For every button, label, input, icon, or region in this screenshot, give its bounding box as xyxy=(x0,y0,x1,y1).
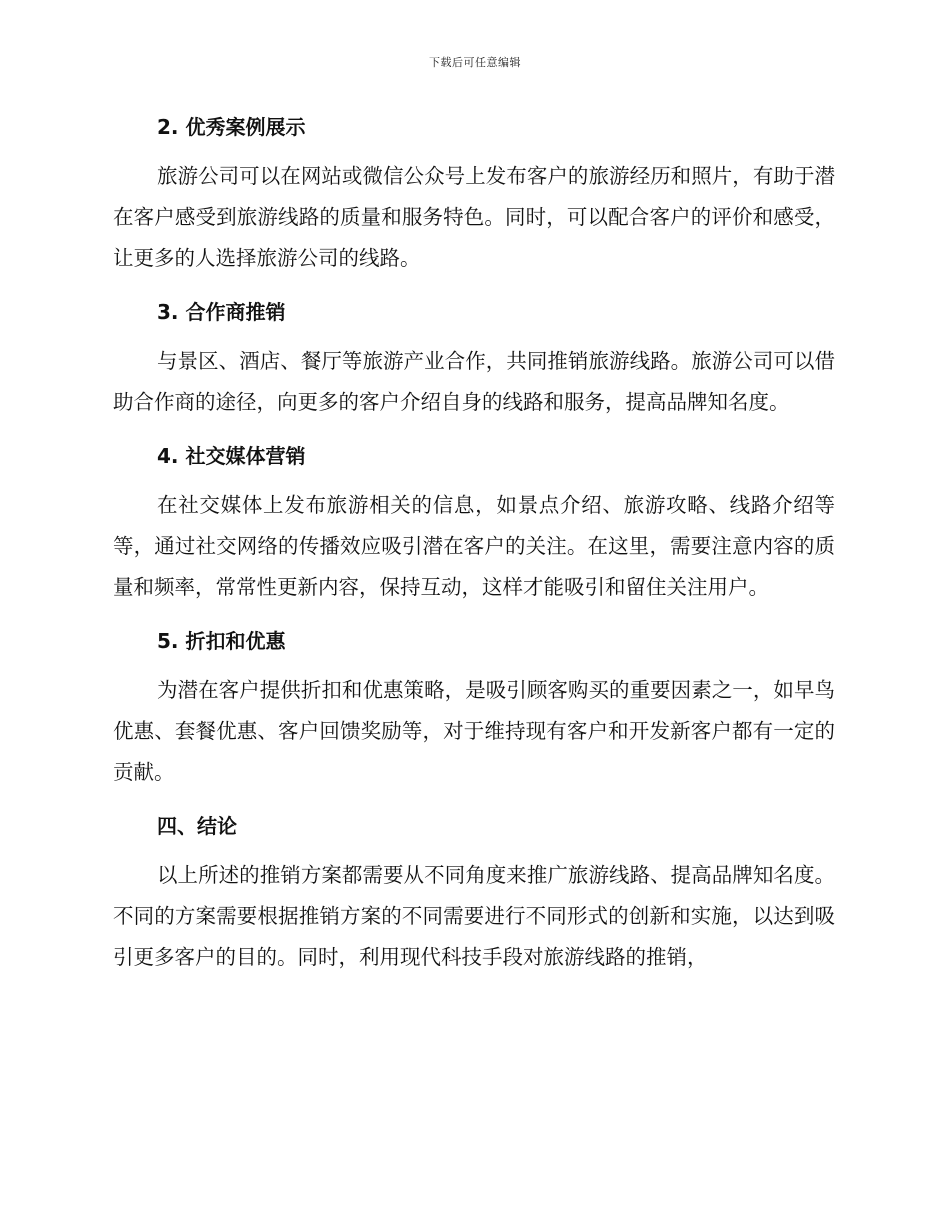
section-body-conclusion: 以上所述的推销方案都需要从不同角度来推广旅游线路、提高品牌知名度。不同的方案需要根据推销方案的不同需要进行不同形式的创新和实施，以达到吸引更多客户的目的。同时，利用现代科技手段对旅游线路的推销， xyxy=(113,863,835,969)
section-heading-partners: 3. 合作商推销 xyxy=(157,300,286,324)
section-heading-conclusion: 四、结论 xyxy=(157,814,237,838)
section-heading-showcase: 2. 优秀案例展示 xyxy=(157,115,306,139)
section-heading-discounts: 5. 折扣和优惠 xyxy=(157,629,286,653)
header-note: 下载后可任意编辑 xyxy=(429,56,521,69)
section-body-showcase: 旅游公司可以在网站或微信公众号上发布客户的旅游经历和照片，有助于潜在客户感受到旅游线路的质量和服务特色。同时，可以配合客户的评价和感受，让更多的人选择旅游公司的线路。 xyxy=(113,164,835,270)
section-heading-social-media: 4. 社交媒体营销 xyxy=(157,444,306,468)
section-body-partners: 与景区、酒店、餐厅等旅游产业合作，共同推销旅游线路。旅游公司可以借助合作商的途径，向更多的客户介绍自身的线路和服务，提高品牌知名度。 xyxy=(113,349,835,414)
section-body-discounts: 为潜在客户提供折扣和优惠策略，是吸引顾客购买的重要因素之一，如早鸟优惠、套餐优惠、客户回馈奖励等，对于维持现有客户和开发新客户都有一定的贡献。 xyxy=(113,678,835,784)
section-body-social-media: 在社交媒体上发布旅游相关的信息，如景点介绍、旅游攻略、线路介绍等等，通过社交网络的传播效应吸引潜在客户的关注。在这里，需要注意内容的质量和频率，常常性更新内容，保持互动，这样才能吸引和留住关注用户。 xyxy=(113,493,835,599)
document-content xyxy=(113,108,835,992)
